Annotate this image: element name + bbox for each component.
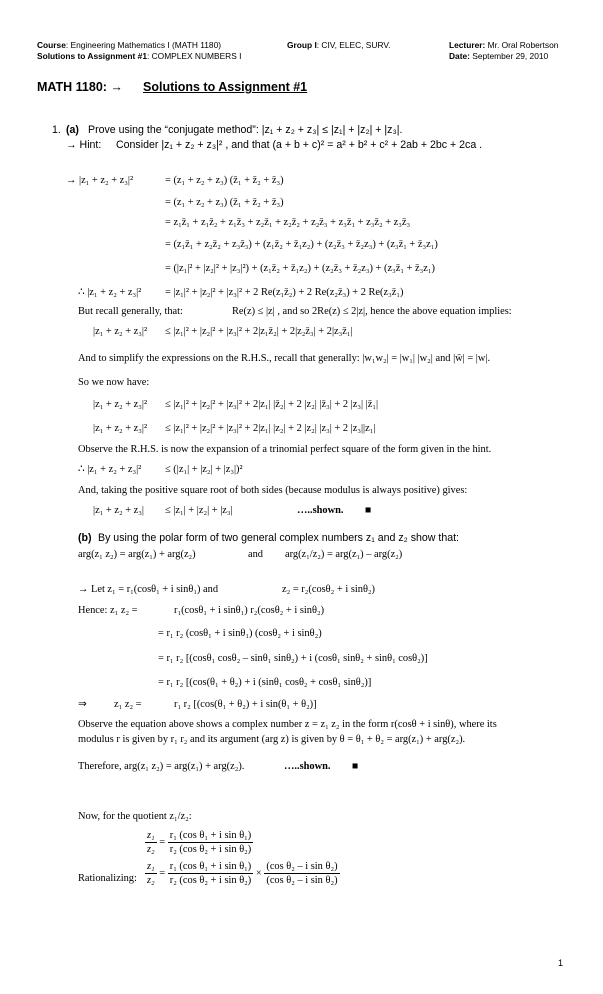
q1b-rat-lhs-frac	[145, 860, 157, 887]
q1b-shown: …..shown.	[284, 761, 331, 772]
q1b-rat-mid-num: r₁ (cos θ₁ + i sin θ₁)	[169, 861, 252, 872]
q1b-rat-mid-den: r₂ (cos θ₂ + i sin θ₂)	[169, 875, 252, 886]
q1a-recall-left: But recall generally, that:	[78, 306, 183, 317]
q1b-observe-1: Observe the equation above shows a complex number z = z₁ z₂ in the form r(cosθ + i sinθ), where its	[78, 719, 497, 730]
q1a-ineq2-rhs: ≤ |z₁|² + |z₂|² + |z₃|² + 2|z₁| |z̄₂| + 2 |z₂| |z̄₃| + 2 |z₃| |z̄₁|	[165, 399, 379, 410]
q1a-hint-text: Consider |z₁ + z₂ + z₃|² , and that (a + b + c)² = a² + b² + c² + 2ab + 2bc + 2ca .	[116, 139, 483, 151]
q1a-hint-label: → Hint:	[66, 139, 102, 151]
q1b-quotient-lhs-num: z₁	[147, 830, 155, 841]
q1b-implies-symbol: ⇒	[78, 699, 87, 710]
q1-number: 1.	[52, 124, 61, 136]
page-number: 1	[558, 958, 564, 968]
q1b-quotient-rhs-frac	[168, 829, 254, 856]
q1b-formula-1: arg(z₁ z₂) = arg(z₁) + arg(z₂)	[78, 549, 196, 560]
q1b-rat-mid-frac	[168, 860, 254, 887]
q1b-let-2: z₂ = r₂(cosθ₂ + i sinθ₂)	[282, 584, 376, 595]
q1b-part: (b)	[78, 532, 92, 544]
q1b-formula-2: arg(z₁/z₂) = arg(z₁) – arg(z₂)	[285, 549, 403, 560]
header-group: Group I: CIV, ELEC, SURV.	[287, 40, 391, 50]
q1a-line-1: = (z₁ + z₂ + z₃) (z̄₁ + z̄₂ + z̄₃)	[165, 175, 284, 186]
q1b-implies-lhs: z₁ z₂ =	[114, 699, 142, 710]
page-title: Solutions to Assignment #1	[143, 80, 308, 94]
q1b-quotient-lhs-frac	[145, 829, 157, 856]
q1a-qed: ■	[365, 505, 372, 516]
header-date: Date: September 29, 2010	[449, 51, 549, 61]
q1b-rat-factor-num: (cos θ₂ – i sin θ₂)	[266, 861, 338, 872]
header-solutions: Solutions to Assignment #1: COMPLEX NUMBERS I	[37, 51, 242, 61]
header-lecturer: Lecturer: Mr. Oral Robertson	[449, 40, 559, 50]
q1b-hence-label: Hence: z₁ z₂ =	[78, 605, 138, 616]
q1a-ineq3-rhs: ≤ |z₁|² + |z₂|² + |z₃|² + 2|z₁| |z₂| + 2 |z₂| |z₃| + 2 |z₃||z₁|	[165, 423, 376, 434]
q1b-step-1: = r₁ r₂ (cosθ₁ + i sinθ₁) (cosθ₂ + i sinθ₂)	[158, 628, 322, 639]
q1a-line-3: = z₁z̄₁ + z₁z̄₂ + z₁z̄₃ + z₂z̄₁ + z₂z̄₂ + z₂z̄₃ + z₃z̄₁ + z₃z̄₂ + z₃z̄₃	[165, 217, 411, 228]
q1a-prompt: Prove using the “conjugate method”: |z₁ + z₂ + z₃| ≤ |z₁| + |z₂| + |z₃|.	[88, 124, 403, 136]
q1a-recall-right: Re(z) ≤ |z| , and so 2Re(z) ≤ 2|z|, hence the above equation implies:	[232, 306, 512, 317]
q1b-observe-2: modulus r is given by r₁ r₂ and its argument (arg z) is given by θ = θ₁ + θ₂ = arg(z₁) + arg(z₂).	[78, 734, 466, 745]
q1a-ineq1-rhs: ≤ |z₁|² + |z₂|² + |z₃|² + 2|z₁z̄₂| + 2|z₂z̄₃| + 2|z₃z̄₁|	[165, 326, 353, 337]
q1a-shown: …..shown.	[297, 505, 344, 516]
q1b-rat-factor-frac	[264, 860, 339, 887]
q1a-ineq2-lhs: |z₁ + z₂ + z₃|²	[93, 399, 148, 410]
q1a-ineq4-lhs: ∴ |z₁ + z₂ + z₃|²	[78, 464, 142, 475]
q1b-rat-lhs-num: z₁	[147, 861, 155, 872]
q1b-rationalizing: Rationalizing:	[78, 873, 137, 884]
q1b-quotient-lhs-den: z₂	[147, 844, 155, 855]
q1a-observe: Observe the R.H.S. is now the expansion of a trinomial perfect square of the form given in the hint.	[78, 444, 492, 455]
q1b-implies-rhs: r₁ r₂ [(cos(θ₁ + θ₂) + i sin(θ₁ + θ₂)]	[174, 699, 317, 710]
q1b-quotient-intro: Now, for the quotient z₁/z₂:	[78, 811, 192, 822]
q1b-step-3: = r₁ r₂ [(cos(θ₁ + θ₂) + i (sinθ₁ cosθ₂ + cosθ₁ sinθ₂)]	[158, 677, 372, 688]
q1a-taking: And, taking the positive square root of both sides (because modulus is always positive) gives:	[78, 485, 468, 496]
q1a-line-2: = (z₁ + z₂ + z₃) (z̄₁ + z̄₂ + z̄₃)	[165, 197, 284, 208]
q1a-line-5: = (|z₁|² + |z₂|² + |z₃|²) + (z₁z̄₂ + z̄₁z₂) + (z₂z̄₃ + z̄₂z₃) + (z₃z̄₁ + z̄₃z₁)	[165, 263, 435, 274]
q1a-so-now: So we now have:	[78, 377, 150, 388]
q1a-final-rhs: ≤ |z₁| + |z₂| + |z₃|	[165, 505, 233, 516]
q1b-hence-rhs: r₁(cosθ₁ + i sinθ₁) r₂(cosθ₂ + i sinθ₂)	[174, 605, 325, 616]
q1a-simplify: And to simplify the expressions on the R.H.S., recall that generally: |w₁w₂| = |w₁| |w₂| and |w̄| = |w|.	[78, 353, 491, 364]
q1a-ineq1-lhs: |z₁ + z₂ + z₃|²	[93, 326, 148, 337]
q1b-therefore: Therefore, arg(z₁ z₂) = arg(z₁) + arg(z₂).	[78, 761, 245, 772]
q1b-rat-lhs-den: z₂	[147, 875, 155, 886]
q1b-and: and	[248, 549, 264, 560]
q1a-ineq3-lhs: |z₁ + z₂ + z₃|²	[93, 423, 148, 434]
q1b-prompt: By using the polar form of two general complex numbers z₁ and z₂ show that:	[98, 532, 459, 544]
q1b-rat-factor-den: (cos θ₂ – i sin θ₂)	[266, 875, 338, 886]
q1b-step-2: = r₁ r₂ [(cosθ₁ cosθ₂ – sinθ₁ sinθ₂) + i (cosθ₁ sinθ₂ + sinθ₁ cosθ₂)]	[158, 653, 428, 664]
q1a-part: (a)	[66, 124, 79, 136]
q1a-therefore-lhs: ∴ |z₁ + z₂ + z₃|²	[78, 287, 142, 298]
q1b-quotient-eq: $\frac{\text{z₁}}{\text{z₂}}$ = $\frac{\text{r₁ (cos θ₁ + i sin θ₁)}}{\text{r₂ (cos θ₂ + i sin θ₂)}}$	[147, 830, 252, 855]
title-code: MATH 1180: →	[37, 80, 123, 94]
header-course: Course: Engineering Mathematics I (MATH 1180)	[37, 40, 222, 50]
q1b-times: ×	[255, 868, 262, 879]
q1b-quotient-rhs-num: r₁ (cos θ₁ + i sin θ₁)	[169, 830, 252, 841]
q1b-rationalized-eq: $\frac{\text{z₁}}{\text{z₂}}$ = $\frac{\text{r₁ (cos θ₁ + i sin θ₁)}}{\text{r₂ (cos θ₂ + i sin θ₂)}}$ × $\frac{\text{(cos θ₂ – i sin θ₂)}}{\text{(cos θ₂ – i sin θ₂)}}$	[147, 861, 338, 886]
q1a-lhs: → |z₁ + z₂ + z₃|²	[66, 175, 134, 186]
q1b-let: → Let z₁ = r₁(cosθ₁ + i sinθ₁) and	[78, 584, 219, 595]
q1b-quotient-rhs-den: r₂ (cos θ₂ + i sin θ₂)	[169, 844, 252, 855]
q1a-line-6: = |z₁|² + |z₂|² + |z₃|² + 2 Re(z₁z̄₂) + 2 Re(z₂z̄₃) + 2 Re(z₃z̄₁)	[165, 287, 404, 298]
q1a-line-4: = (z₁z̄₁ + z₂z̄₂ + z₃z̄₃) + (z₁z̄₂ + z̄₁z₂) + (z₂z̄₃ + z̄₂z₃) + (z₃z̄₁ + z̄₃z₁)	[165, 239, 438, 250]
q1b-qed: ■	[352, 761, 359, 772]
q1a-ineq4-rhs: ≤ (|z₁| + |z₂| + |z₃|)²	[165, 464, 243, 475]
q1a-final-lhs: |z₁ + z₂ + z₃|	[93, 505, 144, 516]
